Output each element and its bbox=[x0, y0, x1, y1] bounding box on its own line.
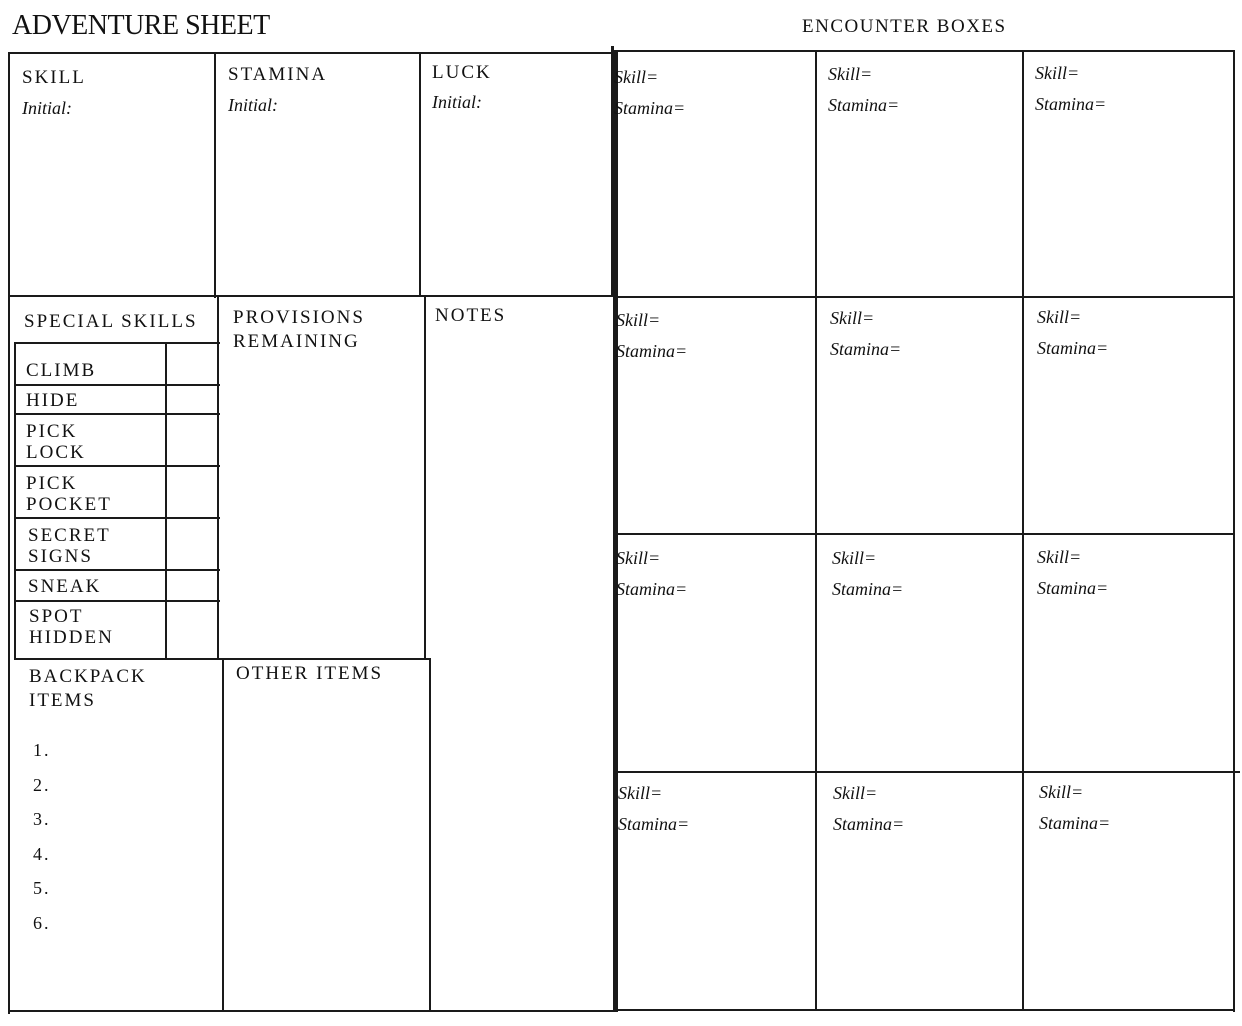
encounter-stamina-label: Stamina= bbox=[614, 98, 686, 118]
special-skills-label: SPECIAL SKILLS bbox=[24, 311, 198, 332]
encounter-stamina-label: Stamina= bbox=[1037, 578, 1109, 598]
panel-top-border bbox=[8, 52, 613, 54]
encounter-row-divider bbox=[614, 771, 1240, 773]
encounter-skill-label: Skill= bbox=[616, 310, 661, 330]
stamina-label: STAMINA bbox=[228, 64, 328, 85]
panel-bottom-border bbox=[8, 1010, 618, 1012]
encounter-right-border bbox=[1233, 50, 1235, 1012]
panel-left-border bbox=[8, 52, 10, 1014]
encounter-row-divider bbox=[614, 296, 1235, 298]
encounter-bottom-border bbox=[614, 1009, 1235, 1011]
skill-row-divider bbox=[14, 600, 220, 602]
encounter-box-8 bbox=[832, 543, 903, 605]
encounter-box-2 bbox=[828, 59, 899, 121]
encounter-stamina-label: Stamina= bbox=[830, 339, 902, 359]
skill-row-divider bbox=[14, 517, 220, 519]
encounter-stamina-label: Stamina= bbox=[833, 814, 905, 834]
encounter-column-divider bbox=[1022, 50, 1024, 1010]
encounter-box-1 bbox=[614, 62, 685, 124]
special-skill-secret-signs: SECRET SIGNS bbox=[28, 525, 111, 567]
encounter-skill-label: Skill= bbox=[833, 783, 878, 803]
encounter-box-11 bbox=[833, 778, 904, 840]
encounter-skill-label: Skill= bbox=[614, 67, 659, 87]
luck-label: LUCK bbox=[432, 62, 492, 83]
encounter-skill-label: Skill= bbox=[616, 548, 661, 568]
stamina-initial-label: Initial: bbox=[228, 95, 278, 115]
provisions-label: PROVISIONS REMAINING bbox=[233, 307, 365, 352]
encounter-stamina-label: Stamina= bbox=[1037, 338, 1109, 358]
special-skills-table-left bbox=[14, 342, 16, 660]
encounter-box-10 bbox=[618, 778, 689, 840]
backpack-slot-6: 6. bbox=[33, 913, 51, 933]
backpack-slot-2: 2. bbox=[33, 775, 51, 795]
encounter-top-border bbox=[614, 50, 1234, 52]
backpack-slot-4: 4. bbox=[33, 844, 51, 864]
skill-row-divider bbox=[14, 465, 220, 467]
special-skill-spot-hidden: SPOT HIDDEN bbox=[29, 606, 114, 648]
skill-row-divider bbox=[14, 413, 220, 415]
special-skills-value-column bbox=[165, 342, 167, 660]
sheet-title: ADVENTURE SHEET bbox=[12, 10, 270, 41]
special-skill-hide: HIDE bbox=[26, 390, 80, 411]
spine-divider bbox=[613, 52, 618, 1010]
encounter-skill-label: Skill= bbox=[1037, 547, 1082, 567]
encounter-boxes-title: ENCOUNTER BOXES bbox=[802, 16, 1007, 37]
encounter-skill-label: Skill= bbox=[828, 64, 873, 84]
encounter-column-divider bbox=[815, 50, 817, 1010]
backpack-slot-1: 1. bbox=[33, 740, 51, 760]
divider-provisions-notes bbox=[424, 295, 426, 660]
skill-initial-label: Initial: bbox=[22, 98, 72, 118]
encounter-row-divider bbox=[614, 533, 1235, 535]
encounter-box-12 bbox=[1039, 777, 1110, 839]
skill-row-divider bbox=[14, 569, 220, 571]
divider-special-provisions bbox=[217, 295, 219, 660]
divider-other-notes bbox=[429, 658, 431, 1010]
luck-initial-label: Initial: bbox=[432, 92, 482, 112]
encounter-box-3 bbox=[1035, 58, 1106, 120]
encounter-box-5 bbox=[830, 303, 901, 365]
encounter-box-4 bbox=[616, 305, 687, 367]
encounter-stamina-label: Stamina= bbox=[616, 341, 688, 361]
encounter-stamina-label: Stamina= bbox=[832, 579, 904, 599]
encounter-stamina-label: Stamina= bbox=[1039, 813, 1111, 833]
encounter-skill-label: Skill= bbox=[1037, 307, 1082, 327]
encounter-skill-label: Skill= bbox=[830, 308, 875, 328]
encounter-box-7 bbox=[616, 543, 687, 605]
notes-label: NOTES bbox=[435, 305, 507, 326]
other-items-label: OTHER ITEMS bbox=[236, 663, 384, 684]
special-skills-table-top bbox=[14, 342, 220, 344]
skill-row-divider bbox=[14, 384, 220, 386]
special-skill-climb: CLIMB bbox=[26, 360, 97, 381]
backpack-slot-3: 3. bbox=[33, 809, 51, 829]
skill-label: SKILL bbox=[22, 67, 86, 88]
backpack-slot-5: 5. bbox=[33, 878, 51, 898]
encounter-skill-label: Skill= bbox=[1035, 63, 1080, 83]
divider-backpack-other bbox=[222, 658, 224, 1010]
divider-backpack-row bbox=[14, 658, 430, 660]
encounter-skill-label: Skill= bbox=[1039, 782, 1084, 802]
special-skill-sneak: SNEAK bbox=[28, 576, 102, 597]
special-skill-pick-pocket: PICK POCKET bbox=[26, 473, 112, 515]
divider-stats-row bbox=[8, 295, 614, 297]
encounter-box-9 bbox=[1037, 542, 1108, 604]
encounter-stamina-label: Stamina= bbox=[828, 95, 900, 115]
encounter-skill-label: Skill= bbox=[618, 783, 663, 803]
encounter-skill-label: Skill= bbox=[832, 548, 877, 568]
encounter-stamina-label: Stamina= bbox=[1035, 94, 1107, 114]
divider-stamina-luck bbox=[419, 52, 421, 296]
encounter-stamina-label: Stamina= bbox=[618, 814, 690, 834]
encounter-stamina-label: Stamina= bbox=[616, 579, 688, 599]
encounter-box-6 bbox=[1037, 302, 1108, 364]
special-skill-pick-lock: PICK LOCK bbox=[26, 421, 86, 463]
divider-skill-stamina bbox=[214, 52, 216, 298]
backpack-items-label: BACKPACK ITEMS bbox=[29, 666, 147, 711]
